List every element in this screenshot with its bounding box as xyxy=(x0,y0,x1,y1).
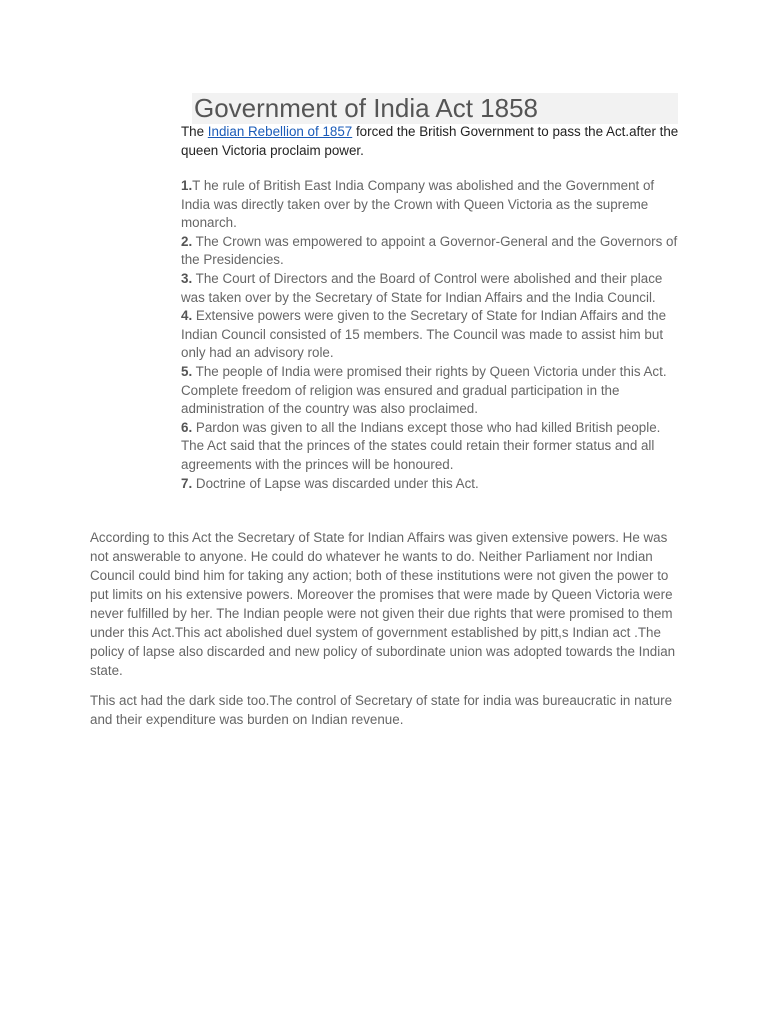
item-text: Extensive powers were given to the Secretary of State for Indian Affairs and the Indian Council consisted of 15 members. The Council was made to assist him but only had an advisory role. xyxy=(181,308,667,361)
indian-rebellion-link[interactable]: Indian Rebellion of 1857 xyxy=(207,124,353,139)
item-text: The Court of Directors and the Board of Control were abolished and their place was taken over by the Secretary of State for Indian Affairs and the India Council. xyxy=(181,270,663,305)
intro-paragraph xyxy=(181,123,681,160)
item-number: 7. xyxy=(181,475,193,491)
item-number: 1. xyxy=(181,178,193,193)
list-item xyxy=(181,233,681,270)
act-provisions-list xyxy=(181,177,681,493)
list-item xyxy=(181,382,681,419)
list-item xyxy=(181,475,681,494)
intro-prefix: The xyxy=(181,124,208,139)
item-text: The people of India were promised their rights by Queen Victoria under this Act. xyxy=(192,363,667,379)
list-item xyxy=(181,419,681,475)
intro-suffix: forced the British Government to pass the Act.after the queen Victoria proclaim power. xyxy=(181,124,679,158)
dark-side-paragraph: This act had the dark side too.The control of Secretary of state for india was bureaucratic in nature and their expenditure was burden on Indian revenue. xyxy=(90,693,673,727)
item-number: 6. xyxy=(181,419,193,435)
item-text: Complete freedom of religion was ensured and gradual participation in the administration of the country was also proclaimed. xyxy=(181,382,620,417)
list-item xyxy=(181,363,681,382)
item-number: 3. xyxy=(181,270,193,286)
item-text: T he rule of British East India Company was abolished and the Government of India was directly taken over by the Crown with Queen Victoria as the supreme monarch. xyxy=(181,178,655,231)
list-item xyxy=(181,270,681,307)
item-number: 5. xyxy=(181,363,193,379)
list-item xyxy=(181,307,681,363)
analysis-paragraph: According to this Act the Secretary of State for Indian Affairs was given extensive powers. He was not answerable to anyone. He could do whatever he wants to do. Neither Parliament nor Indian Council could bind him for taking any action; both of these institutions were not given the power to put limits on his extensive powers. Moreover the promises that were made by Queen Victoria were never fulfilled by her. The Indian people were not given their due rights that were promised to them under this Act.This act abolished duel system of government established by pitt,s Indian act .The policy of lapse also discarded and new policy of subordinate union was adopted towards the Indian state. xyxy=(90,530,676,678)
item-text: Doctrine of Lapse was discarded under this Act. xyxy=(192,475,479,491)
list-item xyxy=(181,177,681,233)
item-number: 4. xyxy=(181,308,193,324)
item-text: The Crown was empowered to appoint a Governor-General and the Governors of the Presidencies. xyxy=(181,233,678,268)
item-text: Pardon was given to all the Indians except those who had killed British people. The Act said that the princes of the states could retain their former status and all agreements with the princes will be honoured. xyxy=(181,419,661,472)
item-number: 2. xyxy=(181,233,193,249)
page-title: Government of India Act 1858 xyxy=(194,93,538,123)
